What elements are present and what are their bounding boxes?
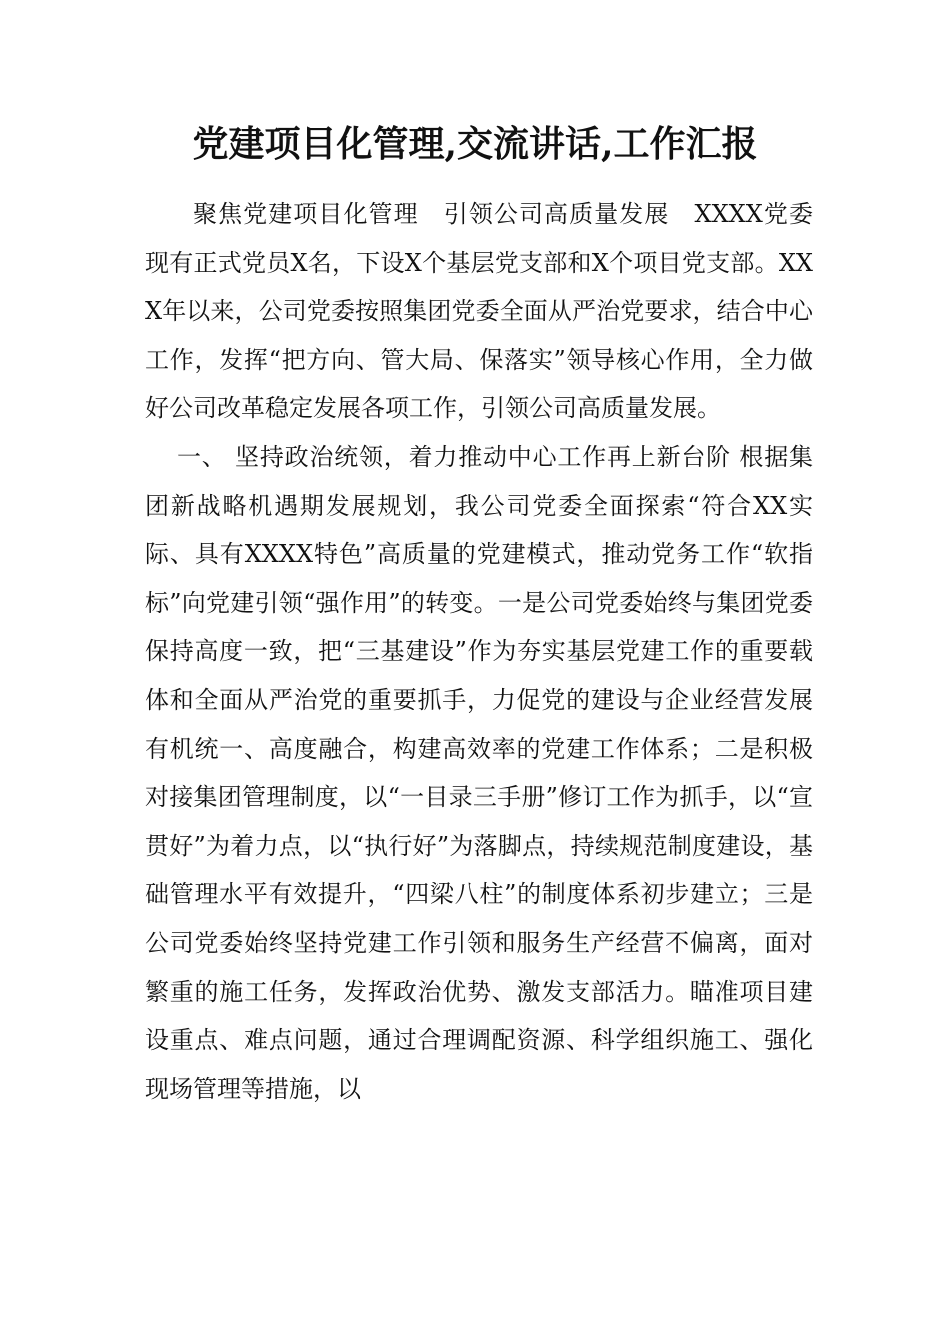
paragraph-section-one: 一、 坚持政治统领，着力推动中心工作再上新台阶 根据集团新战略机遇期发展规划，我公司党委全面探索“符合XX实际、具有XXXX特色”高质量的党建模式，推动党务工作“软指标”向党建引领“强作用”的转变。一是公司党委始终与集团党委保持高度一致，把“三基建设”作为夯实基层党建工作的重要载体和全面从严治党的重要抓手，力促党的建设与企业经营发展有机统一、高度融合，构建高效率的党建工作体系；二是积极对接集团管理制度，以“一目录三手册”修订工作为抓手，以“宣贯好”为着力点，以“执行好”为落脚点，持续规范制度建设，基础管理水平有效提升，“四梁八柱”的制度体系初步建立；三是公司党委始终坚持党建工作引领和服务生产经营不偏离，面对繁重的施工任务，发挥政治优势、激发支部活力。瞄准项目建设重点、难点问题，通过合理调配资源、科学组织施工、强化现场管理等措施，以 xyxy=(145,442,813,1103)
paragraph-intro: 聚焦党建项目化管理 引领公司高质量发展 XXXX党委现有正式党员X名，下设X个基层党支部和X个项目党支部。XXX年以来，公司党委按照集团党委全面从严治党要求，结合中心工作，发挥“把方向、管大局、保落实”领导核心作用，全力做好公司改革稳定发展各项工作，引领公司高质量发展。 xyxy=(145,200,813,423)
document-body xyxy=(145,190,813,1113)
document-title: 党建项目化管理,交流讲话,工作汇报 xyxy=(192,123,758,165)
